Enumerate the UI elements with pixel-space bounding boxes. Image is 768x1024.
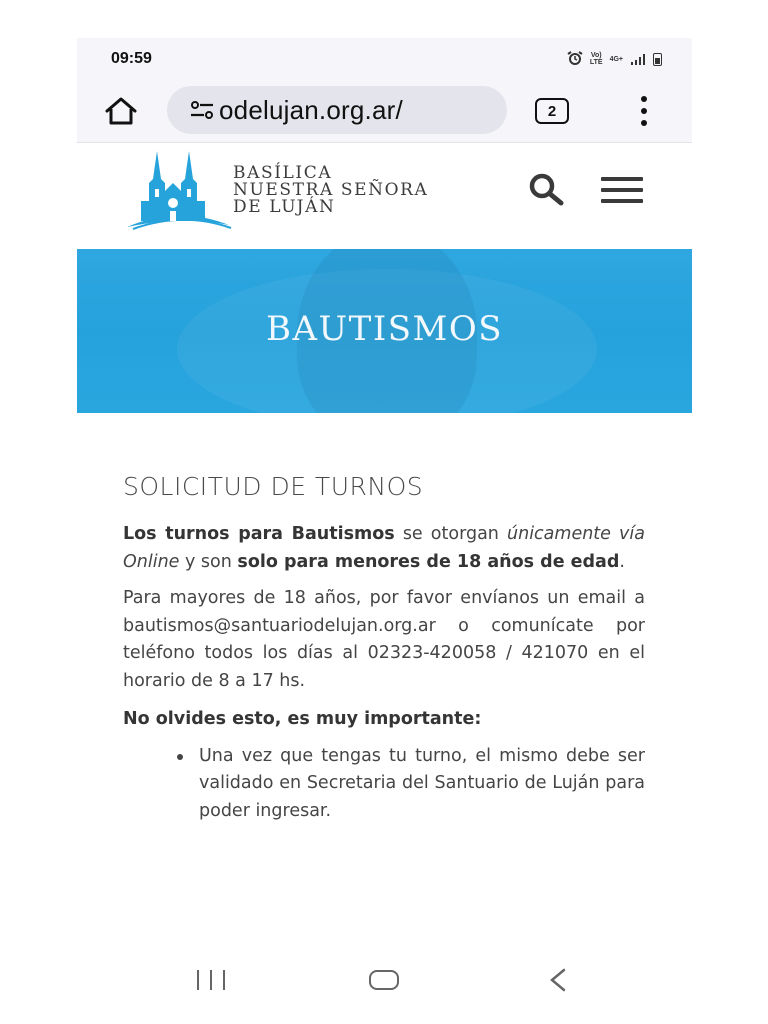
list-item: Una vez que tengas tu turno, el mismo debe ser validado en Secretaria del Santuario de Luján para poder ingresar. bbox=[199, 743, 645, 826]
more-options-icon[interactable] bbox=[639, 96, 649, 126]
banner-title: BAUTISMOS bbox=[265, 309, 504, 349]
important-list bbox=[199, 743, 645, 826]
site-settings-icon[interactable] bbox=[189, 98, 215, 122]
tab-switcher-button[interactable]: 2 bbox=[535, 98, 569, 124]
address-bar[interactable] bbox=[167, 86, 507, 134]
contact-text-1: Para mayores de 18 años, por favor envíanos un email a bbox=[123, 588, 645, 609]
page-banner bbox=[77, 249, 692, 413]
alarm-icon bbox=[567, 50, 583, 69]
contact-paragraph bbox=[123, 585, 645, 695]
4g-icon: 4G+ bbox=[609, 55, 623, 63]
back-icon[interactable] bbox=[547, 968, 569, 992]
recents-icon[interactable] bbox=[197, 970, 225, 990]
status-icons bbox=[567, 50, 662, 69]
logo-line-1: BASÍLICA bbox=[233, 163, 333, 183]
signal-icon bbox=[630, 50, 646, 69]
home-button[interactable] bbox=[103, 94, 139, 128]
status-bar bbox=[77, 38, 692, 80]
search-icon[interactable] bbox=[527, 171, 565, 209]
section-title: SOLICITUD DE TURNOS bbox=[123, 472, 424, 501]
logo-line-2: NUESTRA SEÑORA bbox=[233, 180, 429, 200]
intro-bold-2: solo para menores de 18 años de edad bbox=[237, 551, 620, 572]
nav-home-icon[interactable] bbox=[369, 970, 399, 990]
url-text: odelujan.org.ar/ bbox=[219, 94, 403, 125]
status-time: 09:59 bbox=[111, 50, 152, 67]
site-logo-text[interactable] bbox=[233, 165, 428, 216]
site-header bbox=[77, 143, 692, 249]
browser-toolbar bbox=[77, 80, 692, 142]
intro-text-3: . bbox=[619, 551, 625, 572]
intro-bold-1: Los turnos para Bautismos bbox=[123, 524, 395, 544]
basilica-logo-icon[interactable] bbox=[123, 149, 233, 231]
volte-icon: Vo) LTE bbox=[589, 52, 603, 66]
intro-paragraph bbox=[123, 521, 645, 576]
phone-screen bbox=[77, 38, 692, 1024]
intro-text-2: y son bbox=[179, 551, 238, 572]
battery-icon bbox=[653, 53, 662, 66]
system-nav-bar bbox=[77, 960, 692, 1000]
contact-email-link[interactable]: bautismos@santuariodelujan.org.ar bbox=[123, 615, 436, 636]
contact-text-2: o comunícate por teléfono todos los días al 02323-420058 / 421070 en el horario de 8 a 17 hs. bbox=[123, 615, 645, 691]
hamburger-menu-icon[interactable] bbox=[601, 177, 643, 203]
home-icon bbox=[104, 96, 138, 126]
intro-italic: únicamente vía Online bbox=[123, 524, 645, 572]
note-title: No olvides esto, es muy importante: bbox=[123, 708, 482, 729]
main-content bbox=[123, 472, 645, 825]
intro-text-1: se otorgan bbox=[394, 524, 508, 544]
logo-line-3: DE LUJÁN bbox=[233, 197, 336, 217]
